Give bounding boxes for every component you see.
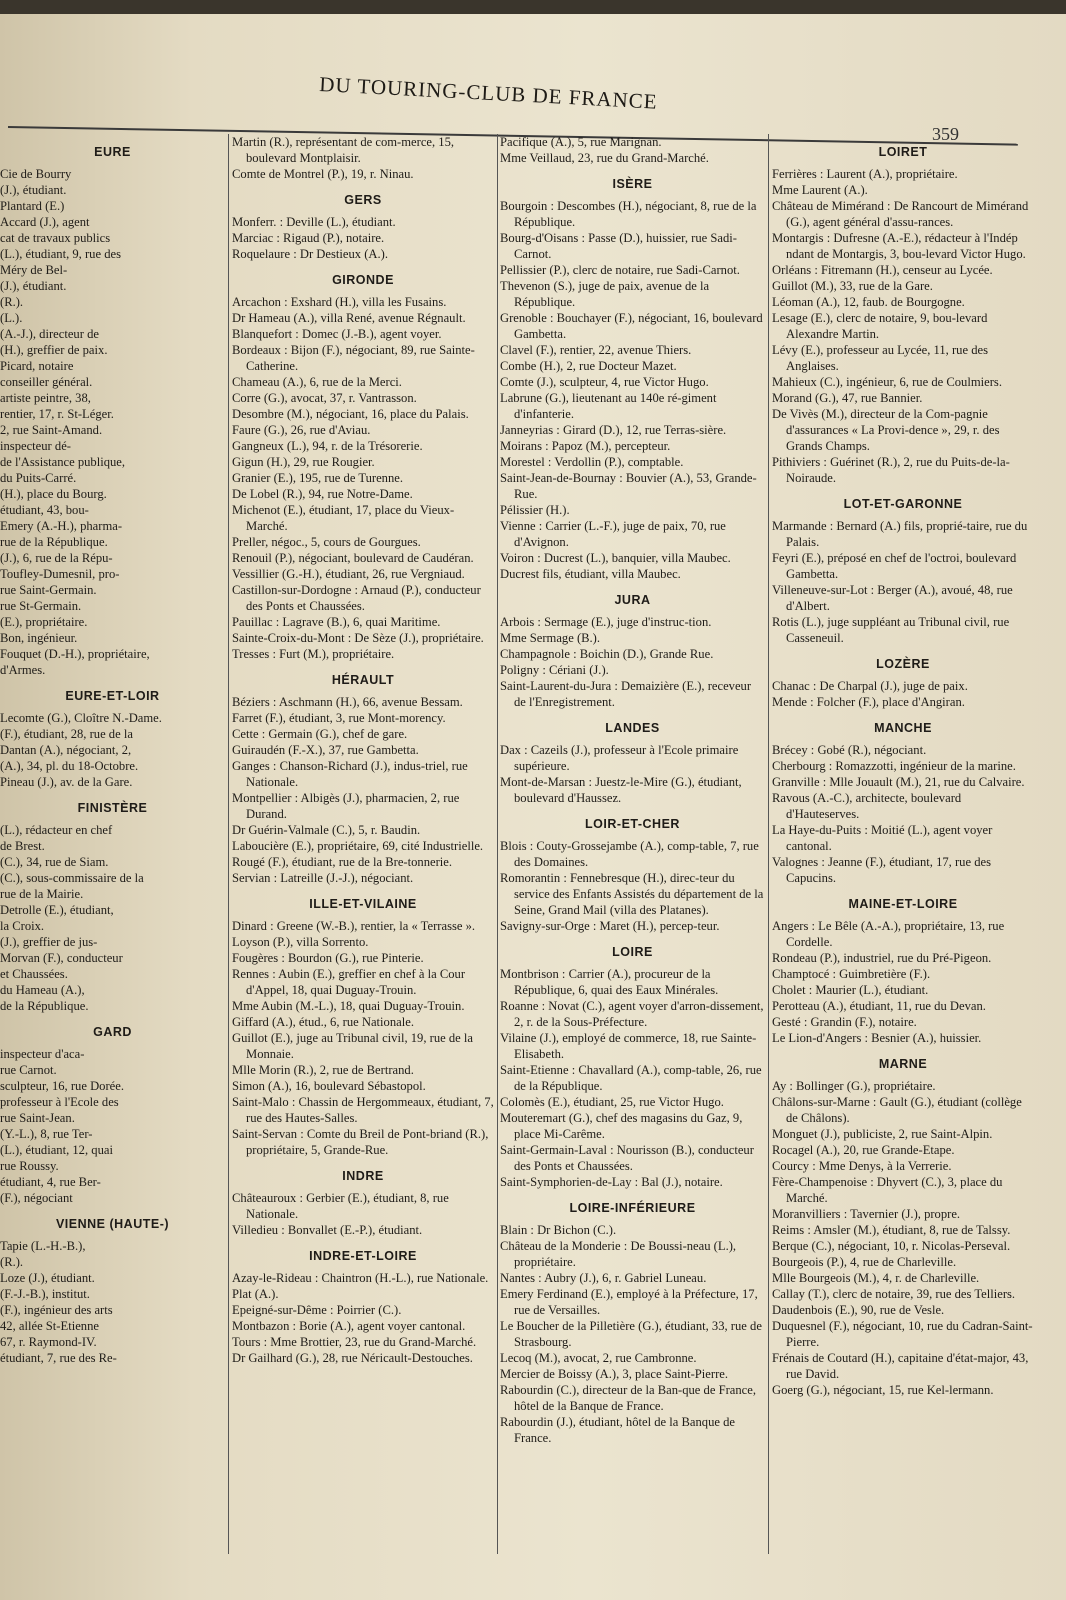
member-entry: Montbazon : Borie (A.), agent voyer cantonal.: [232, 1319, 466, 1333]
member-entry: Goerg (G.), négociant, 15, rue Kel-lermann.: [772, 1383, 994, 1397]
member-entry: Dr Gailhard (G.), 28, rue Néricault-Destouches.: [232, 1351, 473, 1365]
member-entry: Granville : Mlle Jouault (M.), 21, rue du Calvaire.: [772, 775, 1025, 789]
member-entry: Fère-Champenoise : Dhyvert (C.), 3, place du Marché.: [772, 1175, 1003, 1205]
member-entry: Laboucière (E.), propriétaire, 69, cité Industrielle.: [232, 839, 484, 853]
member-entry: Rabourdin (J.), étudiant, hôtel de la Banque de France.: [500, 1415, 736, 1445]
member-entry: Léoman (A.), 12, faub. de Bourgogne.: [772, 295, 965, 309]
member-entry: Tours : Mme Brottier, 23, rue du Grand-Marché.: [232, 1335, 477, 1349]
department-heading: GIRONDE: [332, 273, 394, 287]
member-entry: Azay-le-Rideau : Chaintron (H.-L.), rue Nationale.: [232, 1271, 489, 1285]
member-entry: Toufley-Dumesnil, pro-: [0, 567, 120, 581]
member-entry: étudiant, 43, bou-: [0, 503, 89, 517]
department-heading: MANCHE: [874, 721, 932, 735]
member-entry: Morand (G.), 47, rue Bannier.: [772, 391, 923, 405]
member-entry: Tapie (L.-H.-B.),: [0, 1239, 86, 1253]
department-heading: INDRE: [342, 1169, 384, 1183]
member-entry: du Puits-Carré.: [0, 471, 77, 485]
member-entry: rue de la République.: [0, 535, 108, 549]
member-entry: Le Boucher de la Pilletière (G.), étudiant, 33, rue de Strasbourg.: [500, 1319, 762, 1349]
member-entry: Callay (T.), clerc de notaire, 39, rue des Telliers.: [772, 1287, 1016, 1301]
member-entry: Villedieu : Bonvallet (E.-P.), étudiant.: [232, 1223, 423, 1237]
page-number: 359: [932, 124, 959, 144]
member-entry: Mme Laurent (A.).: [772, 183, 868, 197]
member-entry: Savigny-sur-Orge : Maret (H.), percep-teur.: [500, 919, 720, 933]
member-entry: Renouil (P.), négociant, boulevard de Caudéran.: [232, 551, 474, 565]
member-entry: Arbois : Sermage (E.), juge d'instruc-tion.: [500, 615, 712, 629]
member-entry: Martin (R.), représentant de com-merce, 15, boulevard Montplaisir.: [232, 135, 455, 165]
member-entry: Mahieux (C.), ingénieur, 6, rue de Coulmiers.: [772, 375, 1002, 389]
member-entry: Farret (F.), étudiant, 3, rue Mont-morency.: [232, 711, 446, 725]
member-entry: Montpellier : Albigès (J.), pharmacien, 2, rue Durand.: [232, 791, 460, 821]
column-2: [232, 134, 494, 1574]
member-entry: inspecteur dé-: [0, 439, 71, 453]
member-entry: Poligny : Cériani (J.).: [500, 663, 609, 677]
member-entry: Orléans : Fitremann (H.), censeur au Lycée.: [772, 263, 993, 277]
member-entry: Brécey : Gobé (R.), négociant.: [772, 743, 927, 757]
department-heading: ISÈRE: [612, 177, 653, 191]
member-entry: Tresses : Furt (M.), propriétaire.: [232, 647, 395, 661]
member-entry: Janneyrias : Girard (D.), 12, rue Terras-sière.: [500, 423, 727, 437]
member-entry: Monferr. : Deville (L.), étudiant.: [232, 215, 396, 229]
member-entry: Méry de Bel-: [0, 263, 68, 277]
member-entry: Vessillier (G.-H.), étudiant, 26, rue Vergniaud.: [232, 567, 465, 581]
member-entry: Faure (G.), 26, rue d'Aviau.: [232, 423, 371, 437]
member-entry: La Haye-du-Puits : Moitié (L.), agent voyer cantonal.: [772, 823, 993, 853]
member-entry: Corre (G.), avocat, 37, r. Vantrasson.: [232, 391, 417, 405]
member-entry: (L.), rédacteur en chef: [0, 823, 113, 837]
member-entry: Lecoq (M.), avocat, 2, rue Cambronne.: [500, 1351, 697, 1365]
department-heading: HÉRAULT: [331, 673, 395, 687]
member-entry: Rennes : Aubin (E.), greffier en chef à la Cour d'Appel, 18, quai Duguay-Trouin.: [232, 967, 466, 997]
member-entry: Mouteremart (G.), chef des magasins du Gaz, 9, place Mi-Carême.: [500, 1111, 743, 1141]
member-entry: Comte (J.), sculpteur, 4, rue Victor Hugo.: [500, 375, 709, 389]
member-entry: (C.), sous-commissaire de la: [0, 871, 144, 885]
directory-page: [0, 14, 1066, 1600]
member-entry: Mende : Folcher (F.), place d'Angiran.: [772, 695, 965, 709]
department-heading: INDRE-ET-LOIRE: [309, 1249, 417, 1263]
member-entry: rentier, 17, r. St-Léger.: [0, 407, 114, 421]
member-entry: (L.), étudiant, 9, rue des: [0, 247, 121, 261]
member-entry: Dax : Cazeils (J.), professeur à l'Ecole primaire supérieure.: [500, 743, 739, 773]
member-entry: (J.), greffier de jus-: [0, 935, 98, 949]
member-entry: Lecomte (G.), Cloître N.-Dame.: [0, 711, 162, 725]
member-entry: Simon (A.), 16, boulevard Sébastopol.: [232, 1079, 426, 1093]
member-entry: Bordeaux : Bijon (F.), négociant, 89, rue Sainte-Catherine.: [232, 343, 475, 373]
member-entry: Grenoble : Bouchayer (F.), négociant, 16, boulevard Gambetta.: [500, 311, 763, 341]
member-entry: Angers : Le Bêle (A.-A.), propriétaire, 13, rue Cordelle.: [772, 919, 1005, 949]
member-entry: Moirans : Papoz (M.), percepteur.: [500, 439, 671, 453]
member-entry: Chameau (A.), 6, rue de la Merci.: [232, 375, 402, 389]
column-divider: [228, 134, 229, 1554]
member-entry: Mercier de Boissy (A.), 3, place Saint-Pierre.: [500, 1367, 729, 1381]
member-entry: Desombre (M.), négociant, 16, place du Palais.: [232, 407, 469, 421]
member-entry: Moranvilliers : Tavernier (J.), propre.: [772, 1207, 961, 1221]
member-entry: Morestel : Verdollin (P.), comptable.: [500, 455, 684, 469]
member-entry: Marciac : Rigaud (P.), notaire.: [232, 231, 385, 245]
member-entry: Châlons-sur-Marne : Gault (G.), étudiant (collège de Châlons).: [772, 1095, 1022, 1125]
department-heading: EURE: [94, 145, 131, 159]
department-heading: GERS: [344, 193, 382, 207]
member-entry: Monguet (J.), publiciste, 2, rue Saint-Alpin.: [772, 1127, 993, 1141]
member-entry: Gesté : Grandin (F.), notaire.: [772, 1015, 917, 1029]
department-heading: JURA: [614, 593, 651, 607]
member-entry: Le Lion-d'Angers : Besnier (A.), huissier.: [772, 1031, 982, 1045]
department-heading: GARD: [93, 1025, 132, 1039]
member-entry: cat de travaux publics: [0, 231, 111, 245]
member-entry: (J.), étudiant.: [0, 183, 67, 197]
member-entry: Valognes : Jeanne (F.), étudiant, 17, rue des Capucins.: [772, 855, 991, 885]
member-entry: (F.), négociant: [0, 1191, 73, 1205]
member-entry: Vilaine (J.), employé de commerce, 18, rue Sainte-Elisabeth.: [500, 1031, 757, 1061]
member-entry: Bourg-d'Oisans : Passe (D.), huissier, rue Sadi-Carnot.: [500, 231, 737, 261]
member-entry: Giffard (A.), étud., 6, rue Nationale.: [232, 1015, 414, 1029]
column-4: [772, 134, 1034, 1574]
member-entry: Champtocé : Guimbretière (F.).: [772, 967, 931, 981]
member-entry: (J.), 6, rue de la Répu-: [0, 551, 113, 565]
member-entry: Michenot (E.), étudiant, 17, place du Vieux-Marché.: [232, 503, 455, 533]
member-entry: Combe (H.), 2, rue Docteur Mazet.: [500, 359, 677, 373]
member-entry: Dr Hameau (A.), villa René, avenue Régnault.: [232, 311, 466, 325]
member-entry: Labrune (G.), lieutenant au 140e ré-giment d'infanterie.: [500, 391, 717, 421]
member-entry: artiste peintre, 38,: [0, 391, 91, 405]
member-entry: Saint-Jean-de-Bournay : Bouvier (A.), 53, Grande-Rue.: [500, 471, 757, 501]
member-entry: étudiant, 7, rue des Re-: [0, 1351, 117, 1365]
member-entry: (F.-J.-B.), institut.: [0, 1287, 90, 1301]
member-entry: De Lobel (R.), 94, rue Notre-Dame.: [232, 487, 413, 501]
member-entry: Villeneuve-sur-Lot : Berger (A.), avoué, 48, rue d'Albert.: [772, 583, 1013, 613]
member-entry: Ravous (A.-C.), architecte, boulevard d'Hauteserves.: [772, 791, 962, 821]
department-heading: LOIR-ET-CHER: [585, 817, 680, 831]
member-entry: Sainte-Croix-du-Mont : De Sèze (J.), propriétaire.: [232, 631, 484, 645]
member-entry: Cie de Bourry: [0, 167, 72, 181]
member-entry: Béziers : Aschmann (H.), 66, avenue Bessam.: [232, 695, 463, 709]
member-entry: Saint-Malo : Chassin de Hergommeaux, étudiant, 7, rue des Hautes-Salles.: [232, 1095, 494, 1125]
member-entry: Emery Ferdinand (E.), employé à la Préfecture, 17, rue de Versailles.: [500, 1287, 758, 1317]
member-entry: rue Saint-Jean.: [0, 1111, 75, 1125]
member-entry: Ferrières : Laurent (A.), propriétaire.: [772, 167, 958, 181]
member-entry: Guiraudén (F.-X.), 37, rue Gambetta.: [232, 743, 419, 757]
member-entry: De Vivès (M.), directeur de la Com-pagnie d'assurances « La Provi-dence », 29, r. des Grands Champs.: [772, 407, 1000, 453]
member-entry: Cette : Germain (G.), chef de gare.: [232, 727, 408, 741]
member-entry: Blois : Couty-Grossejambe (A.), comp-table, 7, rue des Domaines.: [500, 839, 759, 869]
member-entry: Accard (J.), agent: [0, 215, 90, 229]
member-entry: (E.), propriétaire.: [0, 615, 88, 629]
column-1: [0, 134, 225, 1574]
member-entry: Voiron : Ducrest (L.), banquier, villa Maubec.: [500, 551, 731, 565]
member-entry: de l'Assistance publique,: [0, 455, 126, 469]
department-heading: ILLE-ET-VILAINE: [309, 897, 417, 911]
member-entry: Rondeau (P.), industriel, rue du Pré-Pigeon.: [772, 951, 992, 965]
member-entry: Daudenbois (E.), 90, rue de Vesle.: [772, 1303, 945, 1317]
member-entry: Fougères : Bourdon (G.), rue Pinterie.: [232, 951, 424, 965]
member-entry: Saint-Etienne : Chavallard (A.), comp-table, 26, rue de la République.: [500, 1063, 762, 1093]
member-entry: (H.), greffier de paix.: [0, 343, 108, 357]
member-entry: Comte de Montrel (P.), 19, r. Ninau.: [232, 167, 414, 181]
member-entry: (H.), place du Bourg.: [0, 487, 107, 501]
member-entry: (R.).: [0, 1255, 24, 1269]
member-entry: Pacifique (A.), 5, rue Marignan.: [500, 135, 662, 149]
member-entry: Mlle Bourgeois (M.), 4, r. de Charleville.: [772, 1271, 980, 1285]
member-entry: Bourgeois (P.), 4, rue de Charleville.: [772, 1255, 957, 1269]
department-heading: VIENNE (HAUTE-): [55, 1217, 170, 1231]
member-entry: 67, r. Raymond-IV.: [0, 1335, 97, 1349]
member-entry: Courcy : Mme Denys, à la Verrerie.: [772, 1159, 952, 1173]
member-entry: (F.), étudiant, 28, rue de la: [0, 727, 133, 741]
member-entry: Dinard : Greene (W.-B.), rentier, la « Terrasse ».: [232, 919, 476, 933]
department-heading: LOIRE-INFÉRIEURE: [569, 1201, 696, 1215]
member-entry: Servian : Latreille (J.-J.), négociant.: [232, 871, 414, 885]
member-entry: inspecteur d'aca-: [0, 1047, 85, 1061]
member-entry: Colomès (E.), étudiant, 25, rue Victor Hugo.: [500, 1095, 724, 1109]
member-entry: Arcachon : Exshard (H.), villa les Fusains.: [232, 295, 447, 309]
member-entry: Vienne : Carrier (L.-F.), juge de paix, 70, rue d'Avignon.: [500, 519, 726, 549]
department-heading: MAINE-ET-LOIRE: [848, 897, 958, 911]
member-entry: (F.), ingénieur des arts: [0, 1303, 113, 1317]
member-entry: Saint-Symphorien-de-Lay : Bal (J.), notaire.: [500, 1175, 723, 1189]
department-heading: LANDES: [605, 721, 660, 735]
member-entry: Montbrison : Carrier (A.), procureur de la République, 6, quai des Eaux Minérales.: [500, 967, 719, 997]
member-entry: Berque (C.), négociant, 10, r. Nicolas-Perseval.: [772, 1239, 1011, 1253]
member-entry: rue St-Germain.: [0, 599, 82, 613]
member-entry: Duquesnel (F.), négociant, 10, rue du Cadran-Saint-Pierre.: [772, 1319, 1033, 1349]
member-entry: et Chaussées.: [0, 967, 68, 981]
member-entry: Pithiviers : Guérinet (R.), 2, rue du Puits-de-la-Noiraude.: [772, 455, 1010, 485]
member-entry: Thevenon (S.), juge de paix, avenue de la République.: [500, 279, 710, 309]
member-entry: Loze (J.), étudiant.: [0, 1271, 95, 1285]
member-entry: Loyson (P.), villa Sorrento.: [232, 935, 369, 949]
department-heading: FINISTÈRE: [77, 801, 148, 815]
member-entry: de Brest.: [0, 839, 45, 853]
member-entry: Guillot (M.), 33, rue de la Gare.: [772, 279, 933, 293]
column-3: [500, 134, 765, 1574]
member-entry: 42, allée St-Etienne: [0, 1319, 99, 1333]
member-entry: Lesage (E.), clerc de notaire, 9, bou-levard Alexandre Martin.: [772, 311, 988, 341]
member-entry: Rougé (F.), étudiant, rue de la Bre-tonnerie.: [232, 855, 453, 869]
member-entry: Plantard (E.): [0, 199, 65, 213]
member-entry: Mme Veillaud, 23, rue du Grand-Marché.: [500, 151, 709, 165]
member-entry: Chanac : De Charpal (J.), juge de paix.: [772, 679, 968, 693]
member-entry: Saint-Germain-Laval : Nourisson (B.), conducteur des Ponts et Chaussées.: [500, 1143, 754, 1173]
member-entry: Rotis (L.), juge suppléant au Tribunal civil, rue Casseneuil.: [772, 615, 1010, 645]
member-entry: (J.), étudiant.: [0, 279, 67, 293]
member-entry: Gangneux (L.), 94, r. de la Trésorerie.: [232, 439, 423, 453]
member-entry: Picard, notaire: [0, 359, 74, 373]
member-entry: Reims : Amsler (M.), étudiant, 8, rue de Talssy.: [772, 1223, 1011, 1237]
member-entry: rue de la Mairie.: [0, 887, 84, 901]
department-heading: LOZÈRE: [876, 657, 930, 671]
member-entry: du Hameau (A.),: [0, 983, 85, 997]
member-entry: Perotteau (A.), étudiant, 11, rue du Devan.: [772, 999, 986, 1013]
member-entry: (L.), étudiant, 12, quai: [0, 1143, 113, 1157]
department-heading: MARNE: [878, 1057, 928, 1071]
running-header: DU TOURING-CLUB DE FRANCE: [318, 72, 659, 114]
member-entry: Roquelaure : Dr Destieux (A.).: [232, 247, 388, 261]
member-entry: Mme Sermage (B.).: [500, 631, 601, 645]
member-entry: étudiant, 4, rue Ber-: [0, 1175, 101, 1189]
member-entry: Cholet : Maurier (L.), étudiant.: [772, 983, 929, 997]
member-entry: Ay : Bollinger (G.), propriétaire.: [772, 1079, 936, 1093]
department-heading: EURE-ET-LOIR: [65, 689, 160, 703]
member-entry: (Y.-L.), 8, rue Ter-: [0, 1127, 93, 1141]
member-entry: Emery (A.-H.), pharma-: [0, 519, 123, 533]
member-entry: Marmande : Bernard (A.) fils, proprié-taire, rue du Palais.: [772, 519, 1028, 549]
member-entry: (R.).: [0, 295, 24, 309]
member-entry: Montargis : Dufresne (A.-E.), rédacteur à l'Indép ndant de Montargis, 3, bou-levard Victor Hugo.: [772, 231, 1026, 261]
member-entry: Mont-de-Marsan : Juestz-le-Mire (G.), étudiant, boulevard d'Haussez.: [500, 775, 742, 805]
department-heading: LOIRE: [612, 945, 653, 959]
department-heading: LOIRET: [878, 145, 928, 159]
member-entry: Gigun (H.), 29, rue Rougier.: [232, 455, 375, 469]
member-entry: de la République.: [0, 999, 89, 1013]
member-entry: Saint-Servan : Comte du Breil de Pont-briand (R.), propriétaire, 5, Grande-Rue.: [232, 1127, 489, 1157]
department-heading: LOT-ET-GARONNE: [843, 497, 963, 511]
member-entry: Bon, ingénieur.: [0, 631, 78, 645]
column-divider: [768, 134, 769, 1554]
member-entry: Morvan (F.), conducteur: [0, 951, 123, 965]
member-entry: Pellissier (P.), clerc de notaire, rue Sadi-Carnot.: [500, 263, 740, 277]
column-divider: [497, 134, 498, 1554]
member-entry: Pauillac : Lagrave (B.), 6, quai Maritime.: [232, 615, 441, 629]
member-entry: rue Roussy.: [0, 1159, 59, 1173]
member-entry: Epeigné-sur-Dême : Poirrier (C.).: [232, 1303, 402, 1317]
member-entry: Rocagel (A.), 20, rue Grande-Etape.: [772, 1143, 955, 1157]
member-entry: Blanquefort : Domec (J.-B.), agent voyer.: [232, 327, 442, 341]
member-entry: Châteauroux : Gerbier (E.), étudiant, 8, rue Nationale.: [232, 1191, 449, 1221]
member-entry: rue Carnot.: [0, 1063, 57, 1077]
member-entry: Plat (A.).: [232, 1287, 279, 1301]
member-entry: Ganges : Chanson-Richard (J.), indus-triel, rue Nationale.: [232, 759, 468, 789]
member-entry: Fouquet (D.-H.), propriétaire,: [0, 647, 150, 661]
member-entry: (C.), 34, rue de Siam.: [0, 855, 109, 869]
member-entry: Rabourdin (C.), directeur de la Ban-que de France, hôtel de la Banque de France.: [500, 1383, 756, 1413]
member-entry: (L.).: [0, 311, 23, 325]
member-entry: 2, rue Saint-Amand.: [0, 423, 103, 437]
member-entry: d'Armes.: [0, 663, 46, 677]
member-entry: Granier (E.), 195, rue de Turenne.: [232, 471, 404, 485]
member-entry: Lévy (E.), professeur au Lycée, 11, rue des Anglaises.: [772, 343, 988, 373]
member-entry: Feyri (E.), préposé en chef de l'octroi, boulevard Gambetta.: [772, 551, 1017, 581]
member-entry: (A.), 34, pl. du 18-Octobre.: [0, 759, 139, 773]
member-entry: Dantan (A.), négociant, 2,: [0, 743, 132, 757]
member-entry: Bourgoin : Descombes (H.), négociant, 8, rue de la République.: [500, 199, 757, 229]
member-entry: Saint-Laurent-du-Jura : Demaizière (E.), receveur de l'Enregistrement.: [500, 679, 752, 709]
member-entry: Mme Aubin (M.-L.), 18, quai Duguay-Trouin.: [232, 999, 465, 1013]
member-entry: la Croix.: [0, 919, 45, 933]
member-entry: Romorantin : Fennebresque (H.), direc-teur du service des Enfants Assistés du département de la Seine, Grand Mail (villa des Platanes).: [500, 871, 764, 917]
member-entry: Château de la Monderie : De Boussi-neau (L.), propriétaire.: [500, 1239, 737, 1269]
member-entry: Nantes : Aubry (J.), 6, r. Gabriel Luneau.: [500, 1271, 707, 1285]
member-entry: Ducrest fils, étudiant, villa Maubec.: [500, 567, 681, 581]
member-entry: Clavel (F.), rentier, 22, avenue Thiers.: [500, 343, 692, 357]
member-entry: Champagnole : Boichin (D.), Grande Rue.: [500, 647, 714, 661]
member-entry: sculpteur, 16, rue Dorée.: [0, 1079, 124, 1093]
member-entry: professeur à l'Ecole des: [0, 1095, 119, 1109]
member-entry: (A.-J.), directeur de: [0, 327, 99, 341]
member-entry: rue Saint-Germain.: [0, 583, 97, 597]
member-entry: Roanne : Novat (C.), agent voyer d'arron-dissement, 2, r. de la Sous-Préfecture.: [500, 999, 764, 1029]
member-entry: Mlle Morin (R.), 2, rue de Bertrand.: [232, 1063, 414, 1077]
member-entry: Detrolle (E.), étudiant,: [0, 903, 114, 917]
member-entry: Pineau (J.), av. de la Gare.: [0, 775, 133, 789]
member-entry: Blain : Dr Bichon (C.).: [500, 1223, 617, 1237]
member-entry: Château de Mimérand : De Rancourt de Mimérand (G.), agent général d'assu-rances.: [772, 199, 1029, 229]
member-entry: Preller, négoc., 5, cours de Gourgues.: [232, 535, 421, 549]
member-entry: Guillot (E.), juge au Tribunal civil, 19, rue de la Monnaie.: [232, 1031, 473, 1061]
member-entry: Dr Guérin-Valmale (C.), 5, r. Baudin.: [232, 823, 421, 837]
member-entry: conseiller général.: [0, 375, 93, 389]
member-entry: Castillon-sur-Dordogne : Arnaud (P.), conducteur des Ponts et Chaussées.: [232, 583, 481, 613]
member-entry: Frénais de Coutard (H.), capitaine d'état-major, 43, rue David.: [772, 1351, 1029, 1381]
member-entry: Pélissier (H.).: [500, 503, 570, 517]
member-entry: Cherbourg : Romazzotti, ingénieur de la marine.: [772, 759, 1016, 773]
